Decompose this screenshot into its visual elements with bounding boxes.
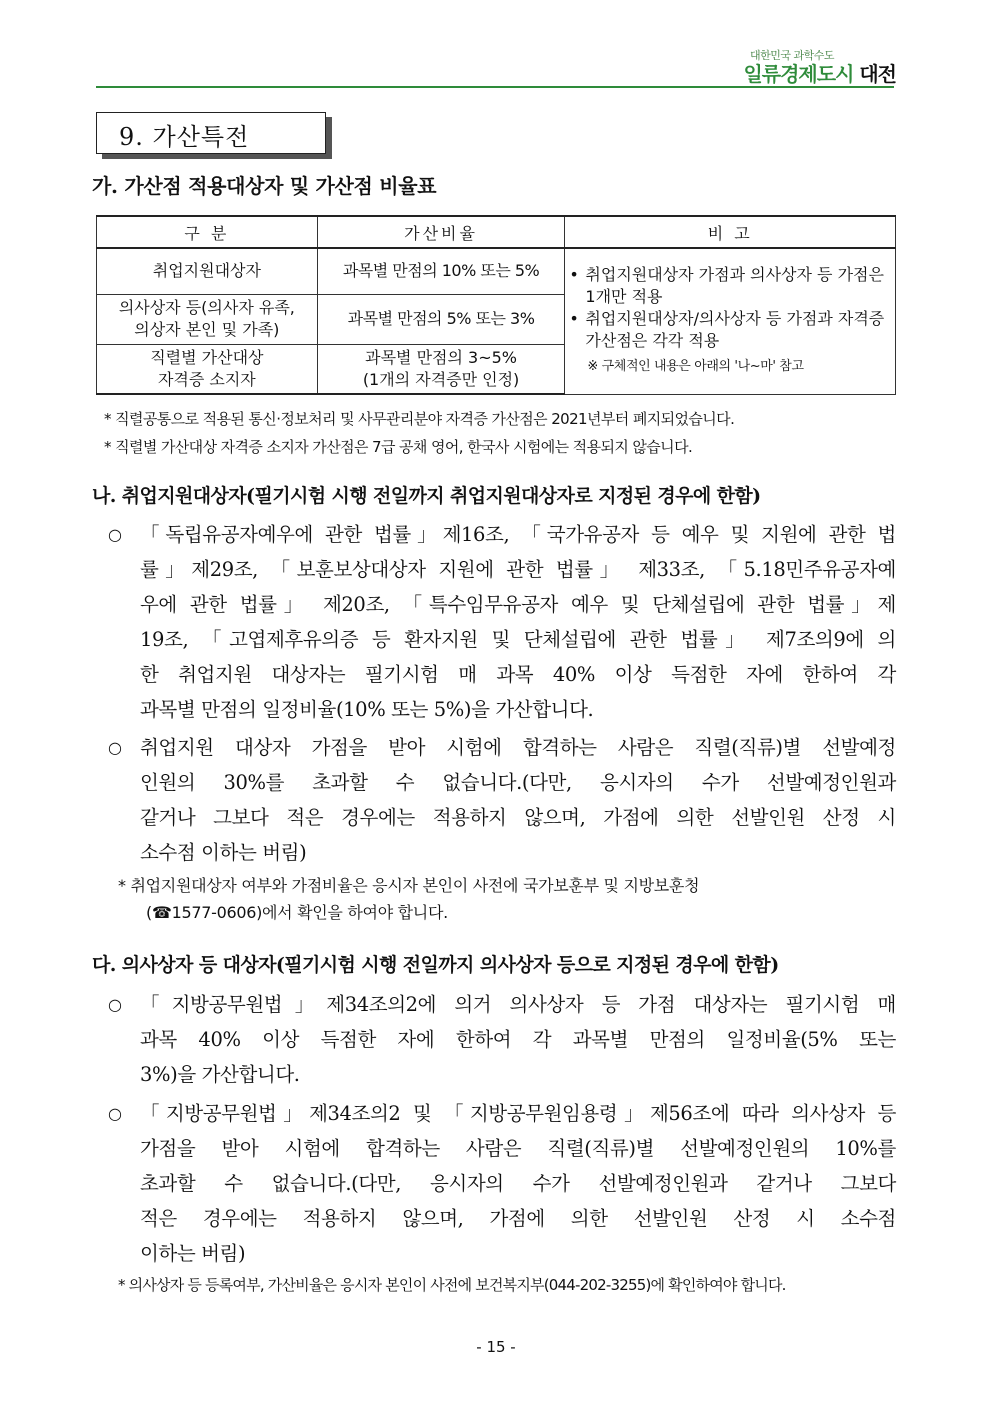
paragraph-line: 19조, 「고엽제후유의증 등 환자지원 및 단체설립에 관한 법률」 제7조의9에 의 [140,628,896,651]
table-cell-rate [317,344,565,394]
paragraph-line: 초과할 수 없습니다.(다만, 응시자의 수가 선발예정인원과 같거나 그보다 [140,1172,896,1195]
rate-line: (1개의 자격증만 인정) [362,369,520,389]
paragraph-line: 「지방공무원법」제34조의2 및 「지방공무원임용령」제56조에 따라 의사상자 등 [140,1102,896,1125]
paragraph-line: 「독립유공자예우에 관한 법률」제16조, 「국가유공자 등 예우 및 지원에 관한 법 [140,523,896,546]
section-title: 9. 가산특전 [119,123,250,151]
table-header-remarks: 비 고 [565,216,896,248]
paragraph-line: 3%)을 가산합니다. [140,1063,300,1086]
table-cell-category: 취업지원대상자 [97,248,318,294]
bullet-circle: ○ [108,525,122,544]
paragraph-line: 「지방공무원법」제34조의2에 의거 의사상자 등 가점 대상자는 필기시험 매 [140,993,896,1016]
logo-title [743,62,896,86]
bonus-rate-table [96,215,896,395]
section-title-box [96,112,326,154]
subsection-c-title: 다. 의사상자 등 대상자(필기시험 시행 전일까지 의사상자 등으로 지정된 경우에 한함) [92,954,779,976]
paragraph-line: 률」제29조, 「보훈보상대상자 지원에 관한 법률」 제33조, 「5.18민주유공자예 [140,558,896,581]
table-cell-rate: 과목별 만점의 10% 또는 5% [317,248,565,294]
table-cell-remarks [565,248,896,394]
table-cell-category [97,294,318,344]
header-rule [96,86,894,88]
paragraph-line: 과목별 만점의 일정비율(10% 또는 5%)을 가산합니다. [140,698,594,721]
category-line: 의상자 본인 및 가족) [134,320,280,339]
footnote: * 직렬별 가산대상 자격증 소지자 가산점은 7급 공채 영어, 한국사 시험에는 적용되지 않습니다. [104,438,693,456]
paragraph-line: 우에 관한 법률」 제20조, 「특수임무유공자 예우 및 단체설립에 관한 법률」제 [140,593,896,616]
paragraph-line: 적은 경우에는 적용하지 않으며, 가점에 의한 선발인원 산정 시 소수점 [140,1207,896,1230]
paragraph [140,730,896,870]
paragraph-line: 인원의 30%를 초과할 수 없습니다.(다만, 응시자의 수가 선발예정인원과 [140,771,896,794]
paragraph-line: 한 취업지원 대상자는 필기시험 매 과목 40% 이상 득점한 자에 한하여 각 [140,663,896,686]
paragraph-line: 가점을 받아 시험에 합격하는 사람은 직렬(직류)별 선발예정인원의 10%를 [140,1137,896,1160]
note-line: * 취업지원대상자 여부와 가점비율은 응시자 본인이 사전에 국가보훈부 및 지방보훈청 [118,876,700,895]
note [118,872,898,926]
rate-line: 과목별 만점의 3~5% [365,347,517,367]
paragraph-line: 이하는 버림) [140,1242,246,1265]
table-row [97,248,896,294]
logo-black-text: 대전 [859,62,896,86]
paragraph [140,987,896,1092]
bullet-circle: ○ [108,1104,122,1123]
bullet-circle: ○ [108,738,122,757]
table-header-category: 구 분 [97,216,318,248]
bullet-circle: ○ [108,995,122,1014]
note [118,1272,898,1299]
logo-subtitle: 대한민국 과학수도 [749,49,834,62]
paragraph [140,1096,896,1271]
paragraph [140,517,896,727]
paragraph-line: 같거나 그보다 적은 경우에는 적용하지 않으며, 가점에 의한 선발인원 산정 시 [140,806,896,829]
table-cell-rate: 과목별 만점의 5% 또는 3% [317,294,565,344]
logo-green-text: 일류경제도시 [743,62,854,86]
table-header-rate: 가산비율 [317,216,565,248]
table-header-row [97,216,896,248]
subsection-a-title: 가. 가산점 적용대상자 및 가산점 비율표 [92,174,437,198]
note-line: * 의사상자 등 등록여부, 가산비율은 응시자 본인이 사전에 보건복지부(044-202-3255)에 확인하여야 합니다. [118,1276,786,1294]
note-line: (☎1577-0606)에서 확인을 하여야 합니다. [146,903,448,922]
category-line: 자격증 소지자 [157,369,256,389]
subsection-b-title: 나. 취업지원대상자(필기시험 시행 전일까지 취업지원대상자로 지정된 경우에 한함) [92,485,761,507]
remark-small-note: ※ 구체적인 내용은 아래의 '나~마' 참고 [587,359,804,375]
paragraph-line: 취업지원 대상자 가점을 받아 시험에 합격하는 사람은 직렬(직류)별 선발예정 [140,736,896,759]
category-line: 의사상자 등(의사자 유족, [118,298,295,317]
page-number: - 15 - [476,1338,516,1356]
remark-item: • 취업지원대상자/의사상자 등 가점과 자격증 가산점은 각각 적용 [569,308,889,352]
header-logo [743,50,896,86]
table-cell-category [97,344,318,394]
paragraph-line: 과목 40% 이상 득점한 자에 한하여 각 과목별 만점의 일정비율(5% 또는 [140,1028,896,1051]
remark-item: • 취업지원대상자 가점과 의사상자 등 가점은 1개만 적용 [569,264,889,308]
paragraph-line: 소수점 이하는 버림) [140,841,307,864]
footnote: * 직렬공통으로 적용된 통신·정보처리 및 사무관리분야 자격증 가산점은 2021년부터 폐지되었습니다. [104,410,735,428]
category-line: 직렬별 가산대상 [150,347,264,367]
